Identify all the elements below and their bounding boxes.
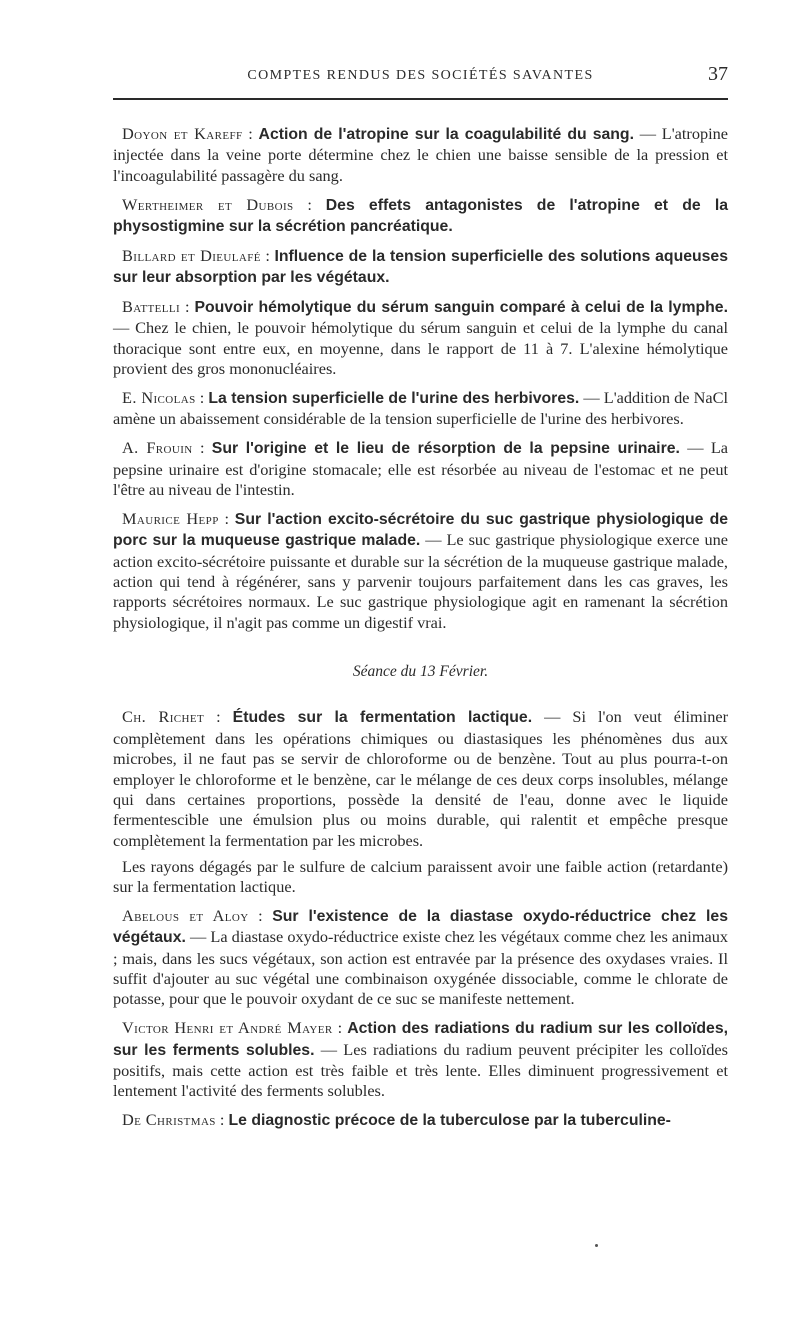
document-page <box>113 60 728 1140</box>
entry-authors: Doyon et Kareff <box>122 124 243 143</box>
entry-separator: : <box>192 438 212 458</box>
entry-separator: : <box>332 1018 348 1038</box>
entry-authors: A. Frouin <box>122 438 193 458</box>
entry-title: Le diagnostic précoce de la tuberculose par la tuberculine- <box>228 1112 671 1130</box>
abstract-entry <box>113 438 728 500</box>
abstract-entry <box>113 195 728 238</box>
entry-separator: : <box>180 297 195 317</box>
entry-body: — Les radiations du radium peuvent précipiter les colloïdes positifs, mais cette action est très faible et très lente. Elles diminuent progressivement et lentement l'activité des ferments solubles. <box>113 1039 728 1101</box>
entry-body: — La pepsine urinaire est d'origine stomacale; elle est résorbée au niveau de l'estomac et ne peut l'être au niveau de l'intestin. <box>113 438 728 500</box>
entry-title: Action de l'atropine sur la coagulabilité du sang. <box>258 126 634 143</box>
entries-before-session <box>113 124 728 633</box>
entry-body: — Chez le chien, le pouvoir hémolytique du sérum sanguin et celui de la lymphe du canal thoracique sont entre eux, en moyenne, dans le rapport de 11 à 7. L'alexine hémolytique provient des gros mononucléaires. <box>113 318 728 379</box>
abstract-entry <box>113 1018 728 1102</box>
entry-separator: : <box>248 905 273 925</box>
entry-title: Action des radiations du radium sur les colloïdes, sur les ferments solubles. <box>113 1020 728 1059</box>
entry-body: Les rayons dégagés par le sulfure de calcium paraissent avoir une faible action (retardante) sur la fermentation lactique. <box>113 856 728 896</box>
entry-authors: Battelli <box>122 297 181 317</box>
entries-after-session <box>113 707 728 1131</box>
entry-separator: : <box>293 194 326 214</box>
session-heading: Séance du 13 Février. <box>352 663 489 681</box>
entry-authors: Victor Henri et André Mayer <box>122 1018 333 1038</box>
abstract-entry <box>113 388 728 430</box>
entry-separator: : <box>215 1110 229 1130</box>
entry-title: Sur l'existence de la diastase oxydo-réductrice chez les végétaux. <box>113 907 728 947</box>
entry-authors: Billard et Dieulafé <box>122 245 261 265</box>
entry-title: Sur l'origine et le lieu de résorption de la pepsine urinaire. <box>211 440 680 458</box>
entry-authors: E. Nicolas <box>122 388 196 408</box>
entry-body: — L'atropine injectée dans la veine porte détermine chez le chien une baisse sensible de la pression et l'incoagulabilité passagère du sang. <box>113 124 728 185</box>
entry-title: Sur l'action excito-sécrétoire du suc gastrique physiologique de porc sur la muqueuse gastrique malade. <box>113 510 728 550</box>
entry-authors: De Christmas <box>122 1110 216 1130</box>
entry-separator: : <box>218 508 235 528</box>
abstract-entry <box>113 246 728 289</box>
entry-authors: Abelous et Aloy <box>122 905 249 925</box>
entry-body: — Le suc gastrique physiologique exerce une action excito-sécrétoire puissante et durable sur la sécrétion de la muqueuse gastrique malade, action qui tend à régénérer, sans y parvenir toujours parfaitement dans les cas graves, les rapports sécrétoires normaux. Le suc gastrique physiologique agit en ramenant la sécrétion physiologique, il n'agit pas comme un digestif vrai. <box>113 530 728 632</box>
abstract-entry <box>113 707 728 851</box>
entry-title: Des effets antagonistes de l'atropine et de la physostigmine sur la sécrétion pancréatique. <box>113 196 728 236</box>
entry-separator: : <box>260 245 275 265</box>
entry-title: La tension superficielle de l'urine des herbivores. <box>208 390 580 408</box>
entry-title: Pouvoir hémolytique du sérum sanguin comparé à celui de la lymphe. <box>194 299 728 317</box>
entry-body: — La diastase oxydo-réductrice existe chez les végétaux comme chez les animaux ; mais, dans les sucs végétaux, son action est entravée par la présence des oxydases vraies. Il suffit d'ajouter au suc végétal une combinaison oxygénée dissociable, comme le chlorate de potasse, pour que le pouvoir oxydant de ce suc se manifeste nettement. <box>113 927 728 1009</box>
entry-title: Études sur la fermentation lactique. <box>232 709 533 727</box>
ink-speck <box>595 1244 598 1247</box>
running-title: COMPTES RENDUS DES SOCIÉTÉS SAVANTES <box>247 68 594 83</box>
entry-authors: Maurice Hepp <box>122 508 219 528</box>
entry-body: — Si l'on veut éliminer complètement dans les opérations chimiques ou diastasiques les phénomènes dus aux microbes, il ne faut pas se servir de chloroforme ou de benzène. Tout au plus pourra-t-on employer le chloroforme et le benzène, car le mélange de ces deux corps insolubles, mélange qui dans certaines proportions, possède la densité de l'eau, donne avec le liquide fermentescible une émulsion plus ou moins durable, qui ralentit et empêche presque complètement la fermentation par les microbes. <box>113 707 729 850</box>
abstract-entry <box>113 906 728 1010</box>
entry-authors: Ch. Richet <box>122 707 205 727</box>
abstract-entry <box>113 297 728 380</box>
entry-separator: : <box>204 707 233 727</box>
abstract-entry <box>113 509 728 633</box>
page-header <box>113 60 728 100</box>
abstract-entry <box>113 1110 728 1131</box>
entry-separator: : <box>195 388 209 408</box>
page-number: 37 <box>708 63 728 85</box>
entry-title: Influence de la tension superficielle des solutions aqueuses sur leur absorption par les végétaux. <box>113 247 729 287</box>
entry-authors: Wertheimer et Dubois <box>122 194 294 214</box>
abstract-entry <box>113 124 728 186</box>
entry-separator: : <box>242 124 259 143</box>
entry-body: — L'addition de NaCl amène un abaissement considérable de la tension superficielle de l'urine des herbivores. <box>113 388 728 429</box>
abstract-entry <box>113 857 728 898</box>
